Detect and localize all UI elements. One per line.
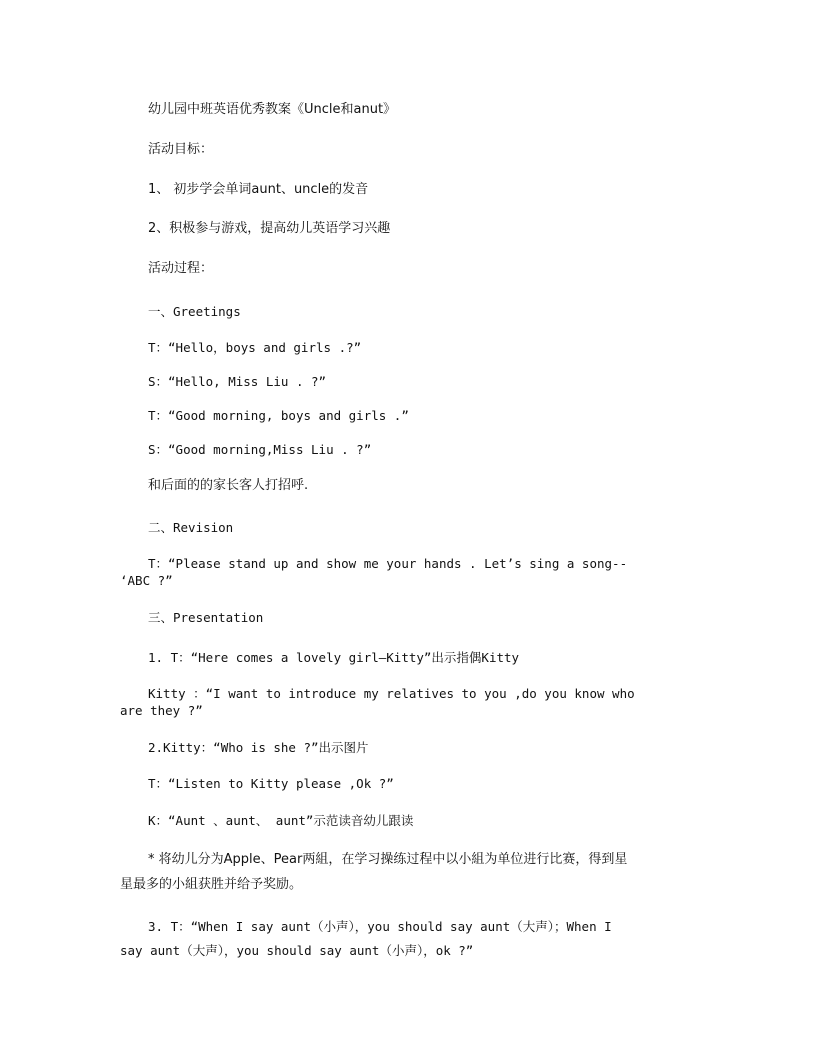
note-line-2: 星最多的小組获胜并给予奖励。: [120, 877, 303, 892]
section-revision-heading: 二、Revision: [148, 520, 234, 535]
goal-item-2: 2、积极参与游戏，提高幼儿英语学习兴趣: [148, 221, 391, 236]
document-title: 幼儿园中班英语优秀教案《Uncle和anut》: [148, 102, 397, 117]
kitty-line-1: Kitty ：“I want to introduce my relatives to you ,do you know who: [148, 686, 635, 701]
dialog-line: T：“Good morning, boys and girls .”: [148, 408, 409, 423]
revision-line-2: ‘ABC ?”: [120, 573, 173, 588]
section-presentation-heading: 三、Presentation: [148, 610, 264, 625]
dialog-line: S：“Hello, Miss Liu . ?”: [148, 374, 327, 389]
dialog-line: S：“Good morning,Miss Liu . ?”: [148, 442, 372, 457]
process-heading: 活动过程：: [148, 261, 214, 276]
aunt-read-text: K：“Aunt 、aunt、 aunt”示范读音幼儿跟读: [148, 813, 414, 828]
dialog-line: T：“Hello，boys and girls .?”: [148, 340, 362, 355]
greet-guests-text: 和后面的的家长客人打招呼.: [148, 478, 309, 493]
note-line-1: * 将幼儿分为Apple、Pear两組，在学习操练过程中以小組为单位进行比赛，得到星: [148, 852, 628, 867]
kitty-line-2: are they ?”: [120, 703, 203, 718]
step-3-line-1: 3. T：“When I say aunt（小声），you should say aunt（大声）；When I: [148, 919, 612, 934]
revision-line-1: T：“Please stand up and show me your hands . Let’s sing a song--: [148, 556, 628, 571]
step-3-line-2: say aunt（大声），you should say aunt（小声），ok ?”: [120, 943, 474, 958]
step-1-text: 1. T：“Here comes a lovely girl—Kitty”出示指偶Kitty: [148, 650, 520, 665]
section-greetings-heading: 一、Greetings: [148, 304, 241, 319]
goal-item-1: 1、 初步学会单词aunt、uncle的发音: [148, 182, 369, 197]
step-2-text: 2.Kitty：“Who is she ?”出示图片: [148, 740, 369, 755]
goals-heading: 活动目标：: [148, 142, 214, 157]
listen-text: T：“Listen to Kitty please ,Ok ?”: [148, 776, 394, 791]
